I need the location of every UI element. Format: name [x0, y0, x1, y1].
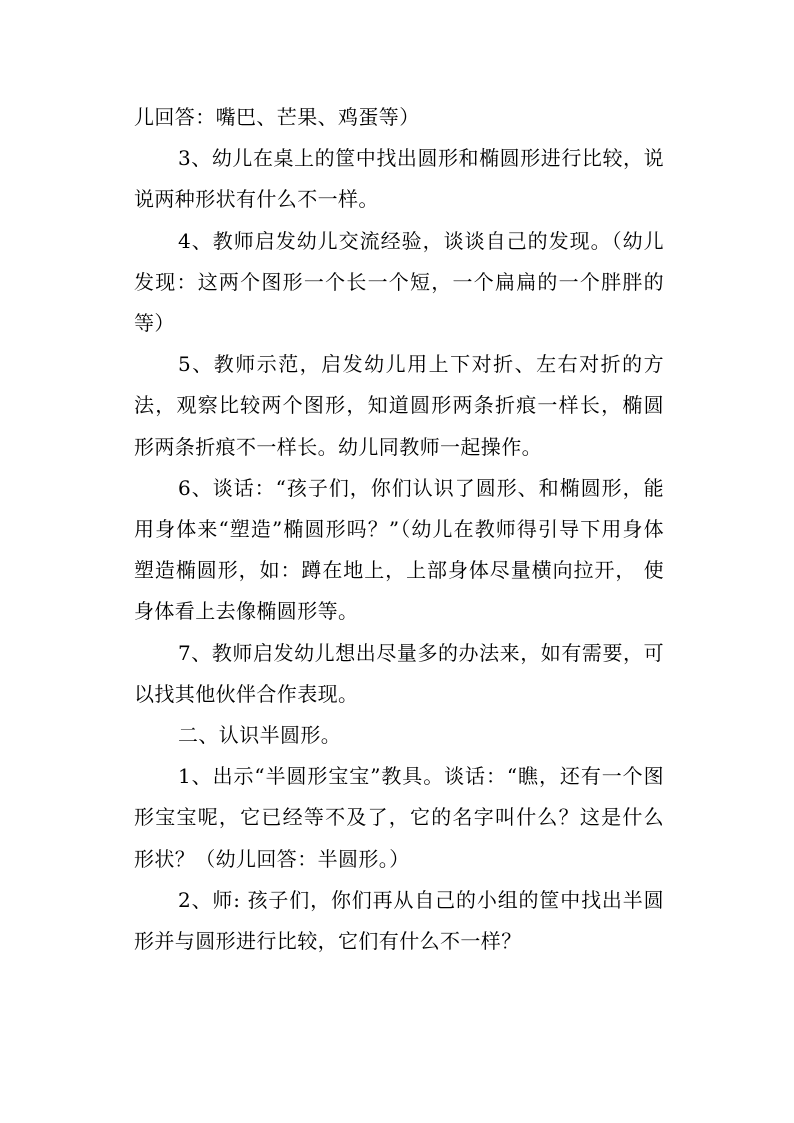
section-heading: 二、认识半圆形。	[178, 723, 342, 748]
paragraph-4: 5、教师示范，启发幼儿用上下对折、左右对折的方法，观察比较两个图形，知道圆形两条折痕一样长，椭圆形两条折痕不一样长。幼儿同教师一起操作。	[134, 352, 664, 459]
paragraph-6: 7、教师启发幼儿想出尽量多的办法来，如有需要，可以找其他伙伴合作表现。	[134, 640, 664, 706]
paragraph-7: 1、出示“半圆形宝宝”教具。谈话：“瞧，还有一个图形宝宝呢，它已经等不及了，它的名字叫什么？这是什么形状？（幼儿回答：半圆形。）	[134, 764, 664, 871]
paragraph-1: 儿回答：嘴巴、芒果、鸡蛋等）	[134, 105, 420, 129]
paragraph-8: 2、师: 孩子们，你们再从自己的小组的筐中找出半圆形并与圆形进行比较，它们有什么不一样？	[134, 887, 664, 954]
paragraph-5: 6、谈话：“孩子们，你们认识了圆形、和椭圆形，能用身体来“塑造”椭圆形吗？”（幼儿在教师得引导下用身体塑造椭圆形，如：蹲在地上，上部身体尽量横向拉开， 使 身体看上去像椭圆形等。	[134, 475, 664, 624]
paragraph-2: 3、幼儿在桌上的筐中找出圆形和椭圆形进行比较，说说两种形状有什么不一样。	[134, 146, 664, 212]
document-body	[134, 97, 664, 962]
paragraph-3: 4、教师启发幼儿交流经验，谈谈自己的发现。（幼儿发现：这两个图形一个长一个短，一个扁扁的一个胖胖的等）	[134, 228, 664, 336]
